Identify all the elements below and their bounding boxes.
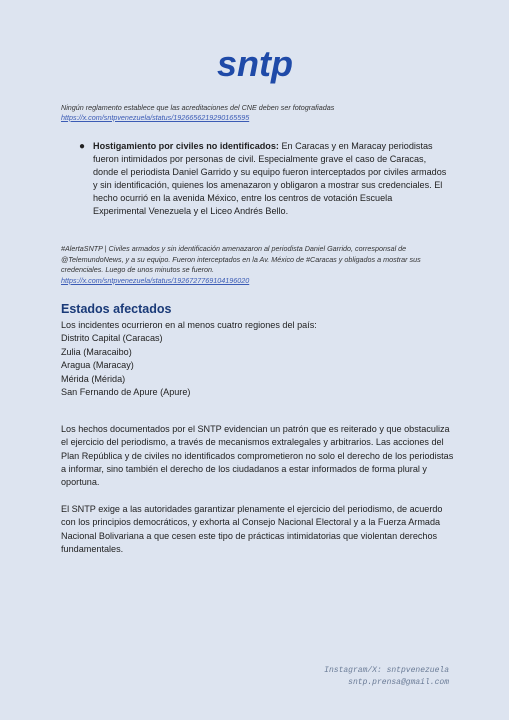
- paragraph-findings: Los hechos documentados por el SNTP evidencian un patrón que es reiterado y que obstaculiza el ejercicio del periodismo, a través de mecanismos extralegales y arbitrarios. Las acciones del Plan República y de civiles no identificados comprometieron no solo el derecho de los periodistas a informar, sino también el derecho de los ciudadanos a estar informados de forma plural y oportuna.: [61, 424, 454, 488]
- quote-link[interactable]: https://x.com/sntpvenezuela/status/1926727769104196020: [61, 275, 250, 285]
- region-intro: Los incidentes ocurrieron en al menos cuatro regiones del país:: [61, 320, 317, 330]
- region-item: Aragua (Maracay): [61, 360, 134, 370]
- caption-text: Ningún reglamento establece que las acreditaciones del CNE deben ser fotografiadas: [61, 103, 335, 112]
- region-item: Mérida (Mérida): [61, 373, 126, 384]
- bullet-heading: Hostigamiento por civiles no identificados:: [93, 141, 279, 151]
- sntp-logo: [214, 40, 296, 88]
- bullet-item: [79, 140, 447, 219]
- quote-text: #AlertaSNTP | Civiles armados y sin identificación amenazaron al periodista Daniel Garrido, corresponsal de @TelemundoNews, y a su equipo. Fueron interceptados en la Av. México de #Caracas y obligados a mostrar sus credenciales. Luego de unos minutos se fueron.: [61, 244, 421, 274]
- paragraph-demands: El SNTP exige a las autoridades garantizar plenamente el ejercicio del periodismo, de acuerdo con los principios democráticos, y exhorta al Consejo Nacional Electoral y a la Fuerza Armada Nacional Bolivariana a que cesen este tipo de prácticas intimidatorias que violentan derechos fundamentales.: [61, 504, 443, 554]
- footer-email: sntp.prensa@gmail.com: [348, 678, 449, 687]
- bullet-body: En Caracas y en Maracay periodistas fueron intimidados por personas de civil. Especialmente grave el caso de Caracas, donde el periodista Daniel Garrido y su equipo fueron interceptados por civiles armados y sin identificación, quienes los amenazaron y obligaron a mostrar sus credenciales. El hecho ocurrió en la avenida México, entre los centros de votación Escuela Experimental Venezuela y el Liceo Andrés Bello.: [93, 141, 447, 217]
- region-item: Zulia (Maracaibo): [61, 346, 132, 357]
- footer-social: Instagram/X: sntpvenezuela: [324, 666, 449, 675]
- sntp-logo-text: sntp: [217, 43, 293, 84]
- caption-link[interactable]: https://x.com/sntpvenezuela/status/1926656219290165595: [61, 112, 250, 122]
- image-caption: [61, 103, 461, 122]
- tweet-quote: [61, 244, 451, 286]
- region-item: Distrito Capital (Caracas): [61, 333, 163, 343]
- region-list: [61, 332, 190, 400]
- section-title: Estados afectados: [61, 302, 172, 316]
- footer-contact: [324, 665, 449, 689]
- bullet-dot-icon: ●: [79, 141, 86, 152]
- bullet-text: [79, 140, 447, 219]
- region-item: San Fernando de Apure (Apure): [61, 387, 191, 397]
